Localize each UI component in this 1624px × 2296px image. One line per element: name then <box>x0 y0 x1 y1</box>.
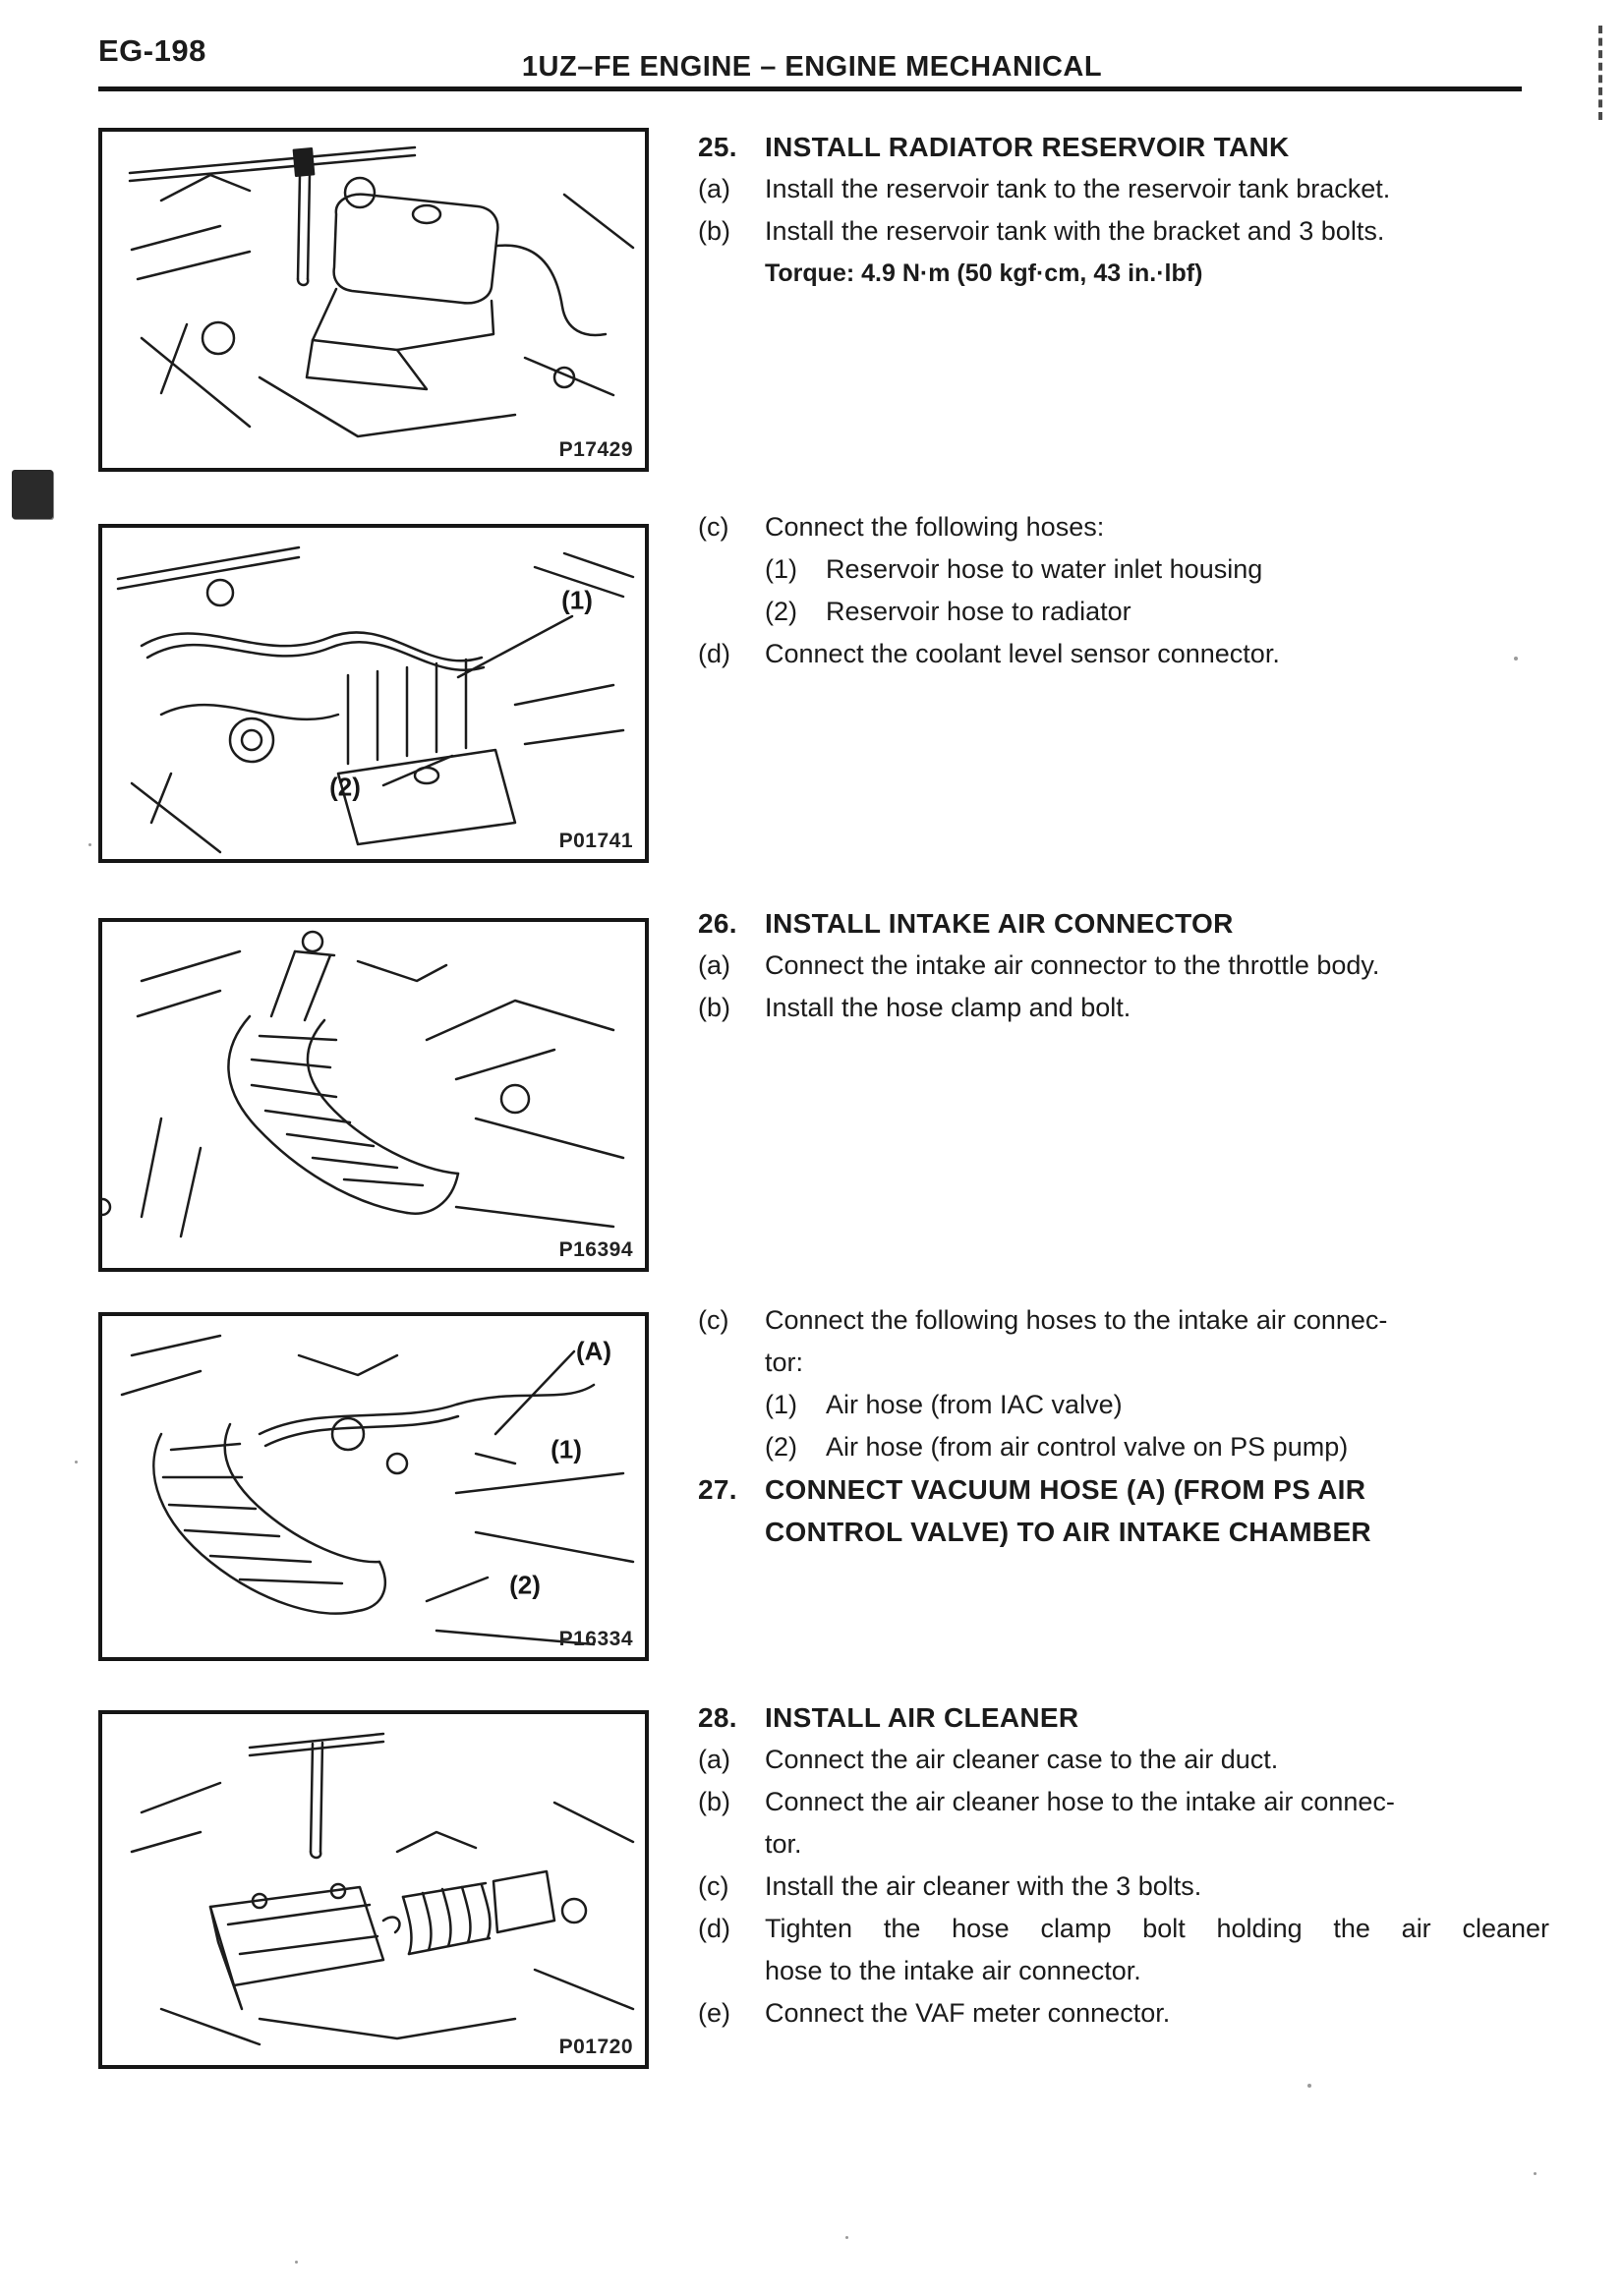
step-25-block <box>698 126 1549 295</box>
header-rule <box>98 86 1522 91</box>
step-line <box>698 1739 1549 1781</box>
step-text: INSTALL AIR CLEANER <box>765 1702 1079 1733</box>
step-continuation <box>765 1823 1549 1866</box>
step-text: Connect the air cleaner hose to the intake air connec- <box>765 1787 1395 1816</box>
step-text: INSTALL RADIATOR RESERVOIR TANK <box>765 132 1290 162</box>
figure-code: P16334 <box>558 1628 633 1650</box>
step-text: Connect the following hoses: <box>765 512 1105 542</box>
section-title: 1UZ–FE ENGINE – ENGINE MECHANICAL <box>521 51 1103 83</box>
step-heading <box>698 126 1549 168</box>
step-line <box>698 1866 1549 1908</box>
step-text: tor. <box>765 1829 802 1859</box>
figure-code: P16394 <box>558 1238 633 1261</box>
step-text: Install the reservoir tank with the bracket and 3 bolts. <box>765 216 1385 246</box>
figure-callout: (1) <box>561 585 593 615</box>
step-28-block <box>698 1696 1549 2035</box>
figure-callout: (2) <box>329 772 361 802</box>
step-line <box>698 1908 1549 1950</box>
step-text: Air hose (from air control valve on PS pump) <box>826 1432 1349 1462</box>
step-text: Install the hose clamp and bolt. <box>765 993 1131 1022</box>
step-text: Tighten the hose clamp bolt holding the air cleaner <box>765 1914 1549 1943</box>
step-continuation <box>765 1342 1549 1384</box>
binding-tab <box>12 470 53 519</box>
reservoir-hoses-illustration <box>102 528 645 859</box>
step-line <box>698 506 1549 548</box>
vacuum-hoses-illustration <box>102 1316 645 1657</box>
step-number: 27. <box>698 1474 737 1505</box>
intake-air-connector-illustration <box>102 922 645 1268</box>
figure-box-air-cleaner <box>98 1710 649 2069</box>
figure-code: P01741 <box>558 830 633 852</box>
step-number: (1) <box>765 554 797 584</box>
step-text: CONTROL VALVE) TO AIR INTAKE CHAMBER <box>765 1517 1371 1547</box>
step-line <box>698 168 1549 210</box>
step-number: (2) <box>765 597 797 626</box>
step-heading <box>698 1696 1549 1739</box>
step-number: (2) <box>765 1432 797 1462</box>
step-text: Torque: 4.9 N·m (50 kgf·cm, 43 in.·lbf) <box>765 259 1203 287</box>
step-subline <box>765 591 1549 633</box>
step-number: (b) <box>698 993 730 1022</box>
page-number: EG-198 <box>98 33 206 68</box>
reservoir-tank-illustration <box>102 132 645 468</box>
step-line <box>698 1299 1549 1342</box>
step-text: Connect the coolant level sensor connector. <box>765 639 1280 668</box>
step-text: Install the reservoir tank to the reservoir tank bracket. <box>765 174 1391 203</box>
step-number: (c) <box>698 1305 729 1335</box>
step-text: Connect the VAF meter connector. <box>765 1998 1171 2028</box>
step-text: tor: <box>765 1348 804 1377</box>
step-number: (c) <box>698 1871 729 1901</box>
step-number: (b) <box>698 1787 730 1816</box>
figure-box-intake-air-connector <box>98 918 649 1272</box>
step-continuation <box>765 1950 1549 1992</box>
step-text: Reservoir hose to radiator <box>826 597 1131 626</box>
step-subline <box>765 1384 1549 1426</box>
step-number: (1) <box>765 1390 797 1419</box>
step-number: (c) <box>698 512 729 542</box>
step-line <box>698 1992 1549 2035</box>
figure-box-reservoir-hoses <box>98 524 649 863</box>
step-line <box>698 987 1549 1029</box>
step-text: Reservoir hose to water inlet housing <box>826 554 1263 584</box>
figure-callout: (1) <box>551 1434 582 1464</box>
figure-code: P17429 <box>558 438 633 461</box>
step-subline <box>765 548 1549 591</box>
step-number: (a) <box>698 174 730 203</box>
step-26c-27-block <box>698 1299 1549 1553</box>
step-text: INSTALL INTAKE AIR CONNECTOR <box>765 908 1234 939</box>
step-line <box>698 633 1549 675</box>
step-number: (a) <box>698 950 730 980</box>
step-text: Connect the following hoses to the intake air connec- <box>765 1305 1388 1335</box>
air-cleaner-illustration <box>102 1714 645 2065</box>
figure-callout: (A) <box>575 1336 612 1366</box>
step-number: (a) <box>698 1745 730 1774</box>
figure-code: P01720 <box>558 2036 633 2058</box>
step-line <box>698 210 1549 253</box>
figure-callout: (2) <box>509 1570 541 1600</box>
figure-box-reservoir-tank <box>98 128 649 472</box>
step-text: Install the air cleaner with the 3 bolts. <box>765 1871 1202 1901</box>
step-heading <box>698 1468 1549 1511</box>
step-text: hose to the intake air connector. <box>765 1956 1141 1985</box>
step-subline <box>765 1426 1549 1468</box>
step-text: Connect the intake air connector to the throttle body. <box>765 950 1380 980</box>
step-text: Connect the air cleaner case to the air duct. <box>765 1745 1279 1774</box>
step-number: (b) <box>698 216 730 246</box>
step-line <box>698 1781 1549 1823</box>
step-number: (d) <box>698 1914 730 1943</box>
step-heading-continuation <box>765 1511 1549 1553</box>
step-number: 26. <box>698 908 737 939</box>
step-heading <box>698 902 1549 945</box>
page-edge-marks <box>1598 26 1602 120</box>
step-number: (e) <box>698 1998 730 2028</box>
figure-box-vacuum-hoses <box>98 1312 649 1661</box>
torque-spec <box>765 253 1549 295</box>
step-text: Air hose (from IAC valve) <box>826 1390 1123 1419</box>
step-25cd-block <box>698 506 1549 675</box>
step-number: 25. <box>698 132 737 162</box>
step-26-block <box>698 902 1549 1029</box>
step-text: CONNECT VACUUM HOSE (A) (FROM PS AIR <box>765 1474 1366 1505</box>
step-number: 28. <box>698 1702 737 1733</box>
step-number: (d) <box>698 639 730 668</box>
step-line <box>698 945 1549 987</box>
